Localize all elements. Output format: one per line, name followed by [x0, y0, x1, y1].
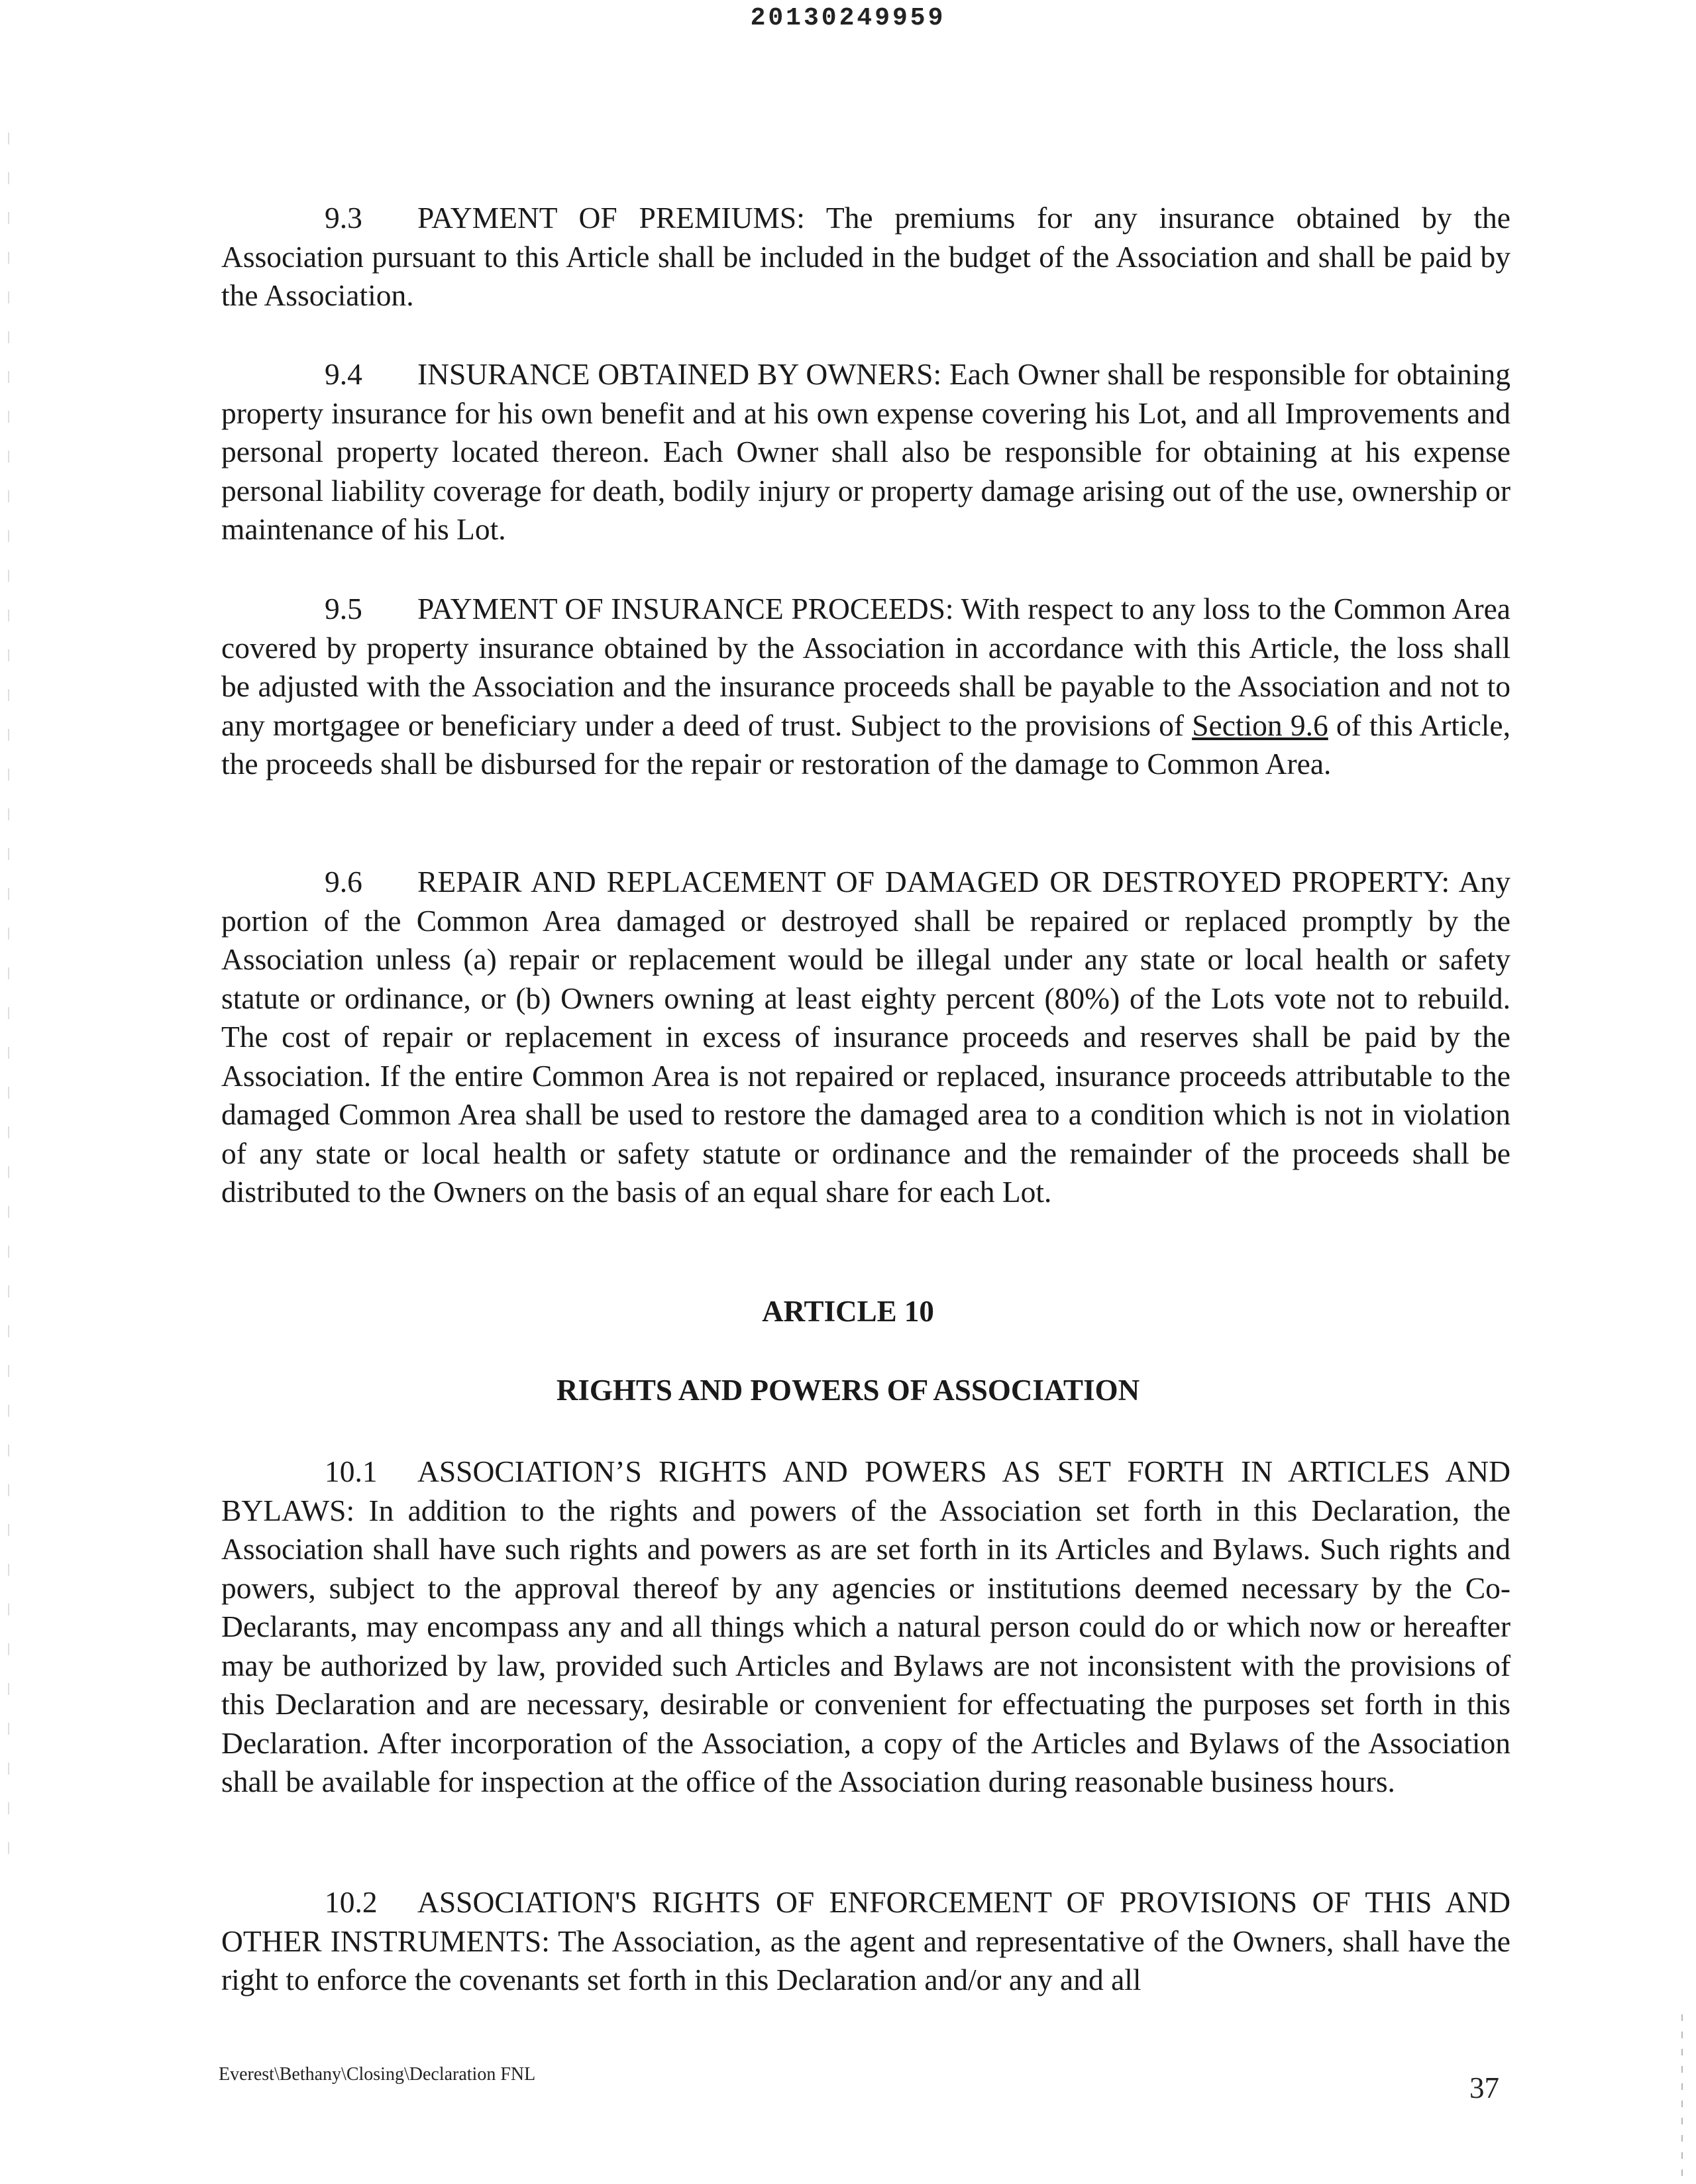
section-9-6: [221, 863, 1510, 1212]
section-body: In addition to the rights and powers of the Association set forth in this Declaration, the Association shall have such rights and powers as are set forth in its Articles and Bylaws. Such rights and powers, subject to the approval thereof by any agencies or institutions deemed necessary by the Co-Declarants, may encompass any and all things which a natural person could do or which now or hereafter may be authorized by law, provided such Articles and Bylaws are not inconsistent with the provisions of this Declaration and are necessary, desirable or convenient for effectuating the purposes set forth in this Declaration. After incorporation of the Association, a copy of the Articles and Bylaws of the Association shall be available for inspection at the office of the Association during reasonable business hours.: [221, 1493, 1511, 1798]
section-title: REPAIR AND REPLACEMENT OF DAMAGED OR DESTROYED PROPERTY:: [417, 865, 1450, 899]
section-title: PAYMENT OF PREMIUMS:: [417, 201, 805, 235]
section-title: INSURANCE OBTAINED BY OWNERS:: [417, 357, 942, 391]
section-9-3: [221, 199, 1510, 315]
section-body: The premiums for any insurance obtained by the Association pursuant to this Article shall be included in the budget of the Association and shall be paid by the Association.: [221, 201, 1510, 312]
section-10-2: [221, 1883, 1510, 2000]
section-body: With respect to any loss to the Common Area covered by property insurance obtained by the Association in accordance with this Article, the loss shall be adjusted with the Association and the insurance proceeds shall be payable to the Association and not to any mortgagee or beneficiary under a deed of trust. Subject to the provisions of: [221, 592, 1510, 742]
section-9-5: [221, 590, 1510, 784]
section-10-1: [221, 1452, 1510, 1802]
section-number: 9.3: [325, 201, 362, 235]
section-cross-reference: Section 9.6: [1192, 708, 1328, 742]
page-number: 37: [1469, 2071, 1499, 2104]
section-title: ASSOCIATION’S RIGHTS AND POWERS AS SET FORTH IN ARTICLES AND BYLAWS:: [221, 1454, 1510, 1527]
article-title: RIGHTS AND POWERS OF ASSOCIATION: [556, 1374, 1140, 1407]
section-number: 9.5: [325, 592, 362, 626]
section-title: ASSOCIATION'S RIGHTS OF ENFORCEMENT OF PROVISIONS OF THIS AND OTHER INSTRUMENTS:: [221, 1885, 1510, 1958]
section-9-4: [221, 355, 1510, 549]
section-number: 10.2: [325, 1885, 378, 1919]
section-number: 10.1: [325, 1454, 378, 1488]
recording-document-number: 20130249959: [750, 4, 946, 32]
article-label: ARTICLE 10: [762, 1295, 934, 1328]
section-number: 9.4: [325, 357, 362, 391]
section-body: The Association, as the agent and representative of the Owners, shall have the right to enforce the covenants set forth in this Declaration and/or any and all: [221, 1924, 1510, 1996]
scan-edge-artifact: [8, 133, 9, 1855]
section-title: PAYMENT OF INSURANCE PROCEEDS:: [417, 592, 954, 626]
section-body: Each Owner shall be responsible for obtaining property insurance for his own benefit and at his own expense covering his Lot, and all Improvements and personal property located thereon. Each Owner shall also be responsible for obtaining at his expense personal liability coverage for death, bodily injury or property damage arising out of the use, ownership or maintenance of his Lot.: [221, 357, 1511, 546]
scan-edge-artifact-right: [1681, 2014, 1683, 2180]
section-number: 9.6: [325, 865, 362, 899]
footer-file-path: Everest\Bethany\Closing\Declaration FNL: [219, 2064, 536, 2085]
section-body: Any portion of the Common Area damaged or destroyed shall be repaired or replaced promptly by the Association unless (a) repair or replacement would be illegal under any state or local health or safety statute or ordinance, or (b) Owners owning at least eighty percent (80%) of the Lots vote not to rebuild. The cost of repair or replacement in excess of insurance proceeds and reserves shall be paid by the Association. If the entire Common Area is not repaired or replaced, insurance proceeds attributable to the damaged Common Area shall be used to restore the damaged area to a condition which is not in violation of any state or local health or safety statute or ordinance and the remainder of the proceeds shall be distributed to the Owners on the basis of an equal share for each Lot.: [221, 865, 1510, 1209]
section-body-continued: of this Article, the proceeds shall be disbursed for the repair or restoration of the damage to Common Area.: [221, 708, 1510, 781]
